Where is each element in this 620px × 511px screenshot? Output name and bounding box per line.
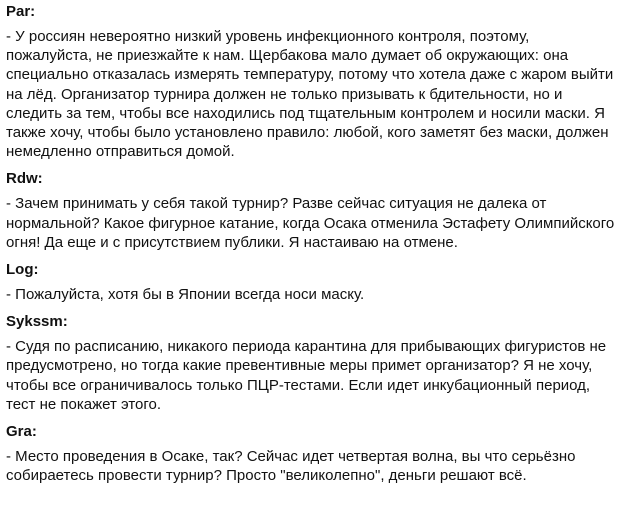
- comment-author: Par:: [6, 3, 36, 20]
- comment-text: - Зачем принимать у себя такой турнир? Разве сейчас ситуация не далека от нормальной? Какое фигурное катание, когда Осака отменила Эстафету Олимпийского огня! Да еще и с присутствием публики. Я настаиваю на отмене.: [6, 195, 615, 251]
- comment-author: Rdw:: [6, 170, 43, 188]
- comment-entry-gra: [6, 423, 616, 485]
- comment-entry-rdw: [6, 170, 616, 252]
- comment-author: Log:: [6, 261, 39, 279]
- comment-entry-par: [6, 3, 616, 161]
- comment-text: - Пожалуйста, хотя бы в Японии всегда носи маску.: [6, 286, 365, 304]
- comment-author: Gra:: [6, 423, 37, 441]
- comment-author: Sykssm:: [6, 313, 68, 331]
- comments-document: [6, 0, 616, 494]
- comment-text: - У россиян невероятно низкий уровень инфекционного контроля, поэтому, пожалуйста, не приезжайте к нам. Щербакова мало думает об окружающих: она специально отказалась измерять температуру, потому что хотела даже с жаром выйти на лёд. Организатор турнира должен не только призывать к бдительности, но и следить за тем, чтобы все находились под тщательным контролем и носили маски. Я также хочу, чтобы было установлено правило: любой, кого заметят без маски, должен немедленно отправиться домой.: [6, 28, 614, 161]
- comment-entry-sykssm: [6, 313, 616, 414]
- comment-text: - Судя по расписанию, никакого периода карантина для прибывающих фигуристов не предусмотрено, но тогда какие превентивные меры примет организатор? Я не хочу, чтобы все ограничивалось только ПЦР-тестами. Если идет инкубационный период, тест не покажет этого.: [6, 338, 607, 413]
- comment-text: - Место проведения в Осаке, так? Сейчас идет четвертая волна, вы что серьёзно собираетесь провести турнир? Просто "великолепно", деньги решают всё.: [6, 448, 576, 485]
- comment-entry-log: [6, 261, 616, 304]
